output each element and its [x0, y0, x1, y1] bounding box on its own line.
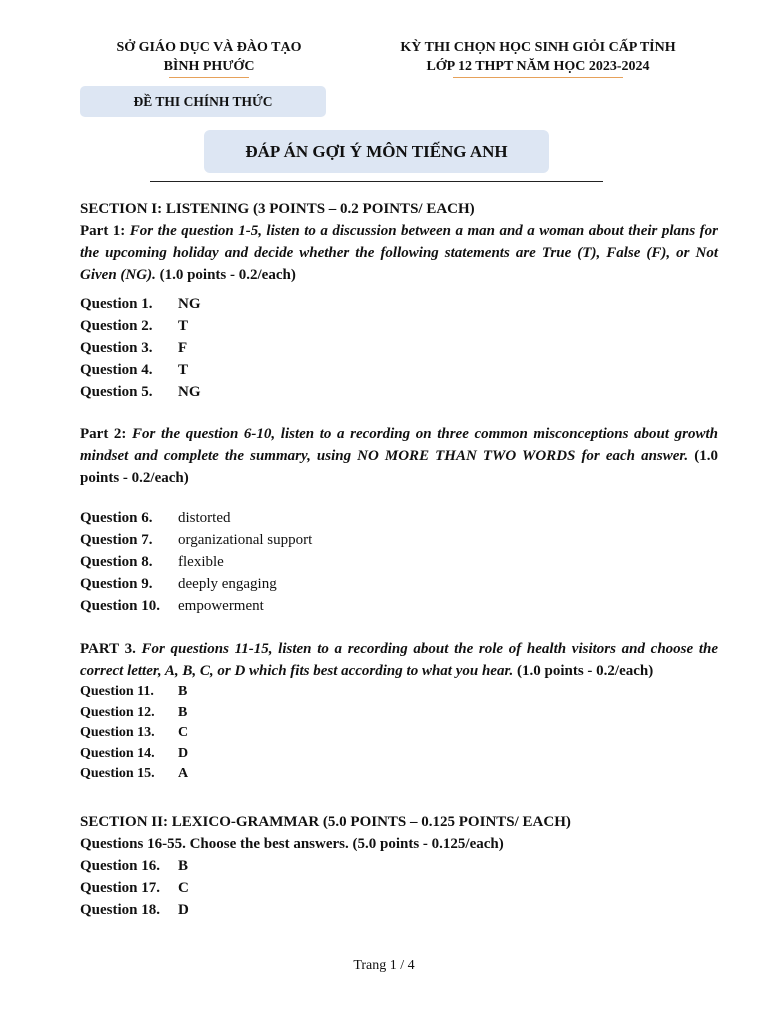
answer-row: Question 12. B	[80, 704, 188, 720]
answer-row: Question 10. empowerment	[80, 598, 264, 614]
answer-row: Question 16. B	[80, 857, 189, 874]
answer-row: Question 2. T	[80, 318, 189, 334]
part3-answers	[80, 682, 718, 785]
answer-row: Question 9. deeply engaging	[80, 576, 277, 592]
province-name: BÌNH PHƯỚC	[164, 57, 255, 78]
answer-row: Question 13. C	[80, 725, 189, 740]
answer-row: Question 17. C	[80, 879, 189, 896]
answer-row: Question 7. organizational support	[80, 532, 313, 548]
part1-instructions: Part 1: For the question 1-5, listen to a discussion between a man and a woman about their plans for the upcoming holiday and decide whether the following statements are True (T), False (F), or Not Given (NG). (1.0 points - 0.2/each)	[80, 223, 719, 283]
answer-row: Question 8. flexible	[80, 554, 224, 570]
answer-row: Question 11. B	[80, 684, 188, 699]
answer-row: Question 4. T	[80, 362, 189, 378]
answer-row: Question 14. D	[80, 745, 189, 761]
part2-instructions: Part 2: For the question 6-10, listen to a recording on three common misconceptions about growth mindset and complete the summary, using NO MORE THAN TWO WORDS for each answer. (1.0 points - 0.2/each)	[80, 426, 719, 486]
answer-row: Question 3. F	[80, 340, 188, 356]
part3-instructions: PART 3. For questions 11-15, listen to a recording about the role of health visitors and choose the correct letter, A, B, C, or D which fits best according to what you hear. (1.0 points - 0.2/each)	[80, 641, 719, 679]
document-body	[80, 198, 718, 921]
page-number: Trang 1 / 4	[353, 958, 415, 973]
section2-title: SECTION II: LEXICO-GRAMMAR (5.0 POINTS – 0.125 POINTS/ EACH)	[80, 813, 571, 830]
header-right	[360, 38, 716, 78]
exam-grade-year: LỚP 12 THPT NĂM HỌC 2023-2024	[426, 57, 649, 78]
header-left	[80, 38, 338, 78]
section2-instructions: Questions 16-55. Choose the best answers. (5.0 points - 0.125/each)	[80, 835, 504, 852]
section1-title: SECTION I: LISTENING (3 POINTS – 0.2 POINTS/ EACH)	[80, 201, 475, 217]
title-divider	[150, 181, 603, 182]
answer-row: Question 1. NG	[80, 296, 201, 312]
answer-row: Question 15. A	[80, 766, 189, 781]
department-name: SỞ GIÁO DỤC VÀ ĐÀO TẠO	[116, 40, 302, 55]
answer-row: Question 6. distorted	[80, 510, 231, 526]
answer-row: Question 5. NG	[80, 384, 201, 400]
answer-row: Question 18. D	[80, 901, 189, 918]
exam-underline	[453, 77, 623, 78]
province-underline	[169, 77, 249, 78]
official-exam-label: ĐỀ THI CHÍNH THỨC	[80, 86, 326, 117]
answer-key-title: ĐÁP ÁN GỢI Ý MÔN TIẾNG ANH	[204, 130, 549, 173]
part1-answers	[80, 293, 718, 403]
exam-name: KỲ THI CHỌN HỌC SINH GIỎI CẤP TỈNH	[400, 40, 676, 55]
section2-answers	[80, 855, 718, 921]
part2-answers	[80, 507, 718, 617]
